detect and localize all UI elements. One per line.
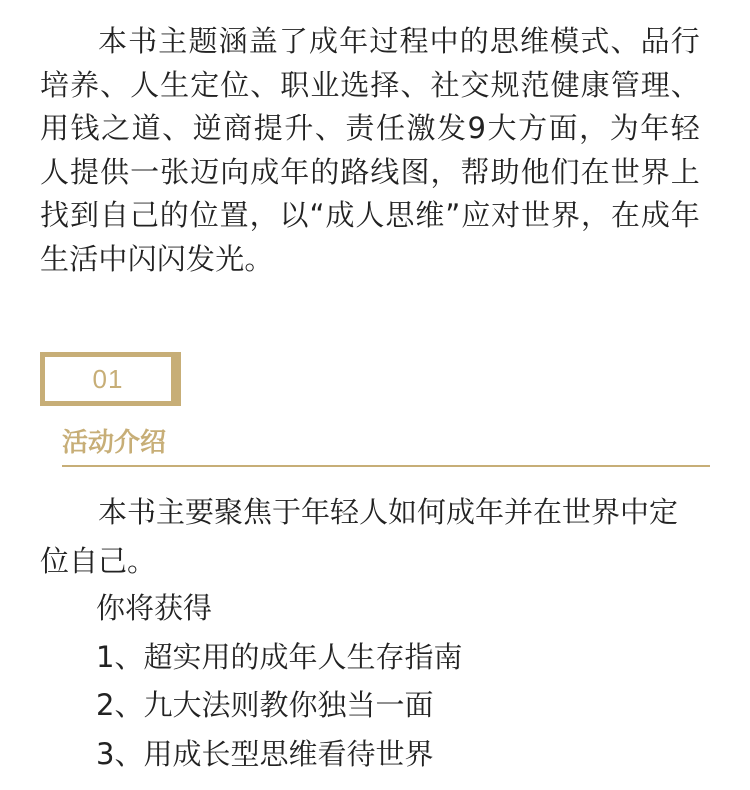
list-item: 3、用成长型思维看待世界 — [96, 736, 434, 771]
gains-label: 你将获得 — [96, 591, 213, 625]
section-number: 01 — [92, 363, 124, 394]
activity-paragraph: 本书主要聚焦于年轻人如何成年并在世界中定位自己。 — [40, 495, 679, 578]
section-title: 活动介绍 — [62, 428, 167, 458]
section-divider — [62, 465, 710, 467]
section-number-box — [40, 352, 181, 406]
gains-list — [96, 584, 462, 778]
list-item: 2、九大法则教你独当一面 — [96, 688, 434, 722]
intro-paragraph: 本书主题涵盖了成年过程中的思维模式、品行培养、人生定位、职业选择、社交规范健康管理、用钱之道、逆商提升、责任激发9大方面，为年轻人提供一张迈向成年的路线图，帮助他们在世界上找到自己的位置，以“成人思维”应对世界，在成年生活中闪闪发光。 — [40, 24, 700, 276]
list-item: 1、超实用的成年人生存指南 — [96, 639, 463, 674]
